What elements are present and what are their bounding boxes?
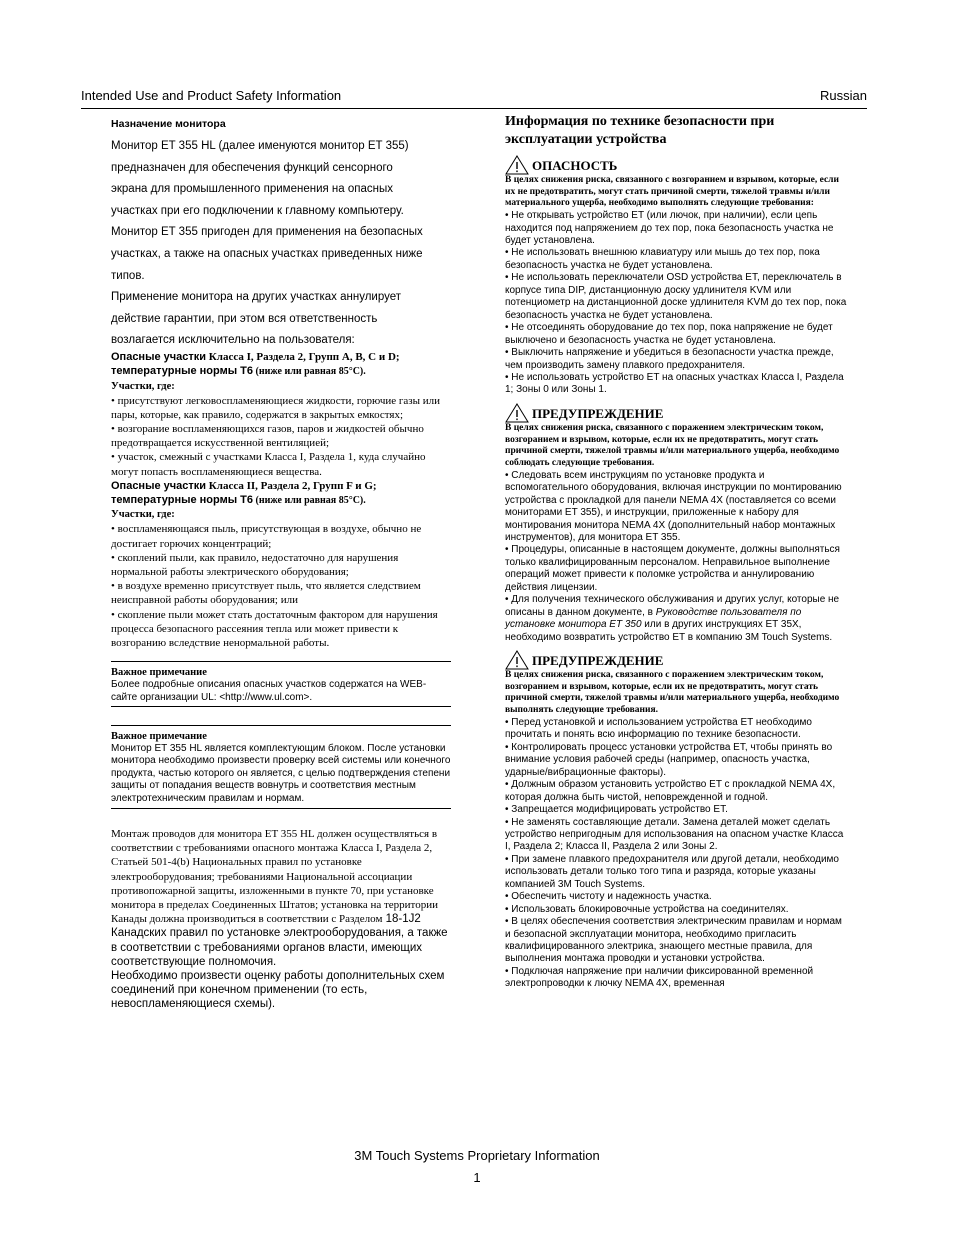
page-header bbox=[81, 88, 867, 108]
class-i-heading-rest: Класса I, Раздела 2, Групп A, B, C и D; bbox=[206, 350, 400, 363]
purpose-line: действие гарантии, при этом вся ответственность bbox=[111, 312, 378, 325]
purpose-line: экрана для промышленного применения на опасных bbox=[111, 183, 393, 196]
service-text: • Для получения технического обслуживания и других услуг, которые не описаны в данном документе, в bbox=[505, 594, 840, 618]
danger-item: • Не использовать внешнюю клавиатуру или мышь до тех пор, пока безопасность участка не будет установлена. bbox=[505, 247, 820, 271]
purpose-line: предназначен для обеспечения функций сенсорного bbox=[111, 161, 393, 174]
purpose-line: возлагается исключительно на пользователя: bbox=[111, 334, 355, 347]
danger-item: • Не использовать устройство ET на опасных участках Класса I, Раздела 1; Зоны 0 или Зоны 1. bbox=[505, 372, 844, 396]
class-ii-where: Участки, где: bbox=[111, 509, 175, 521]
warning-1-item: • Процедуры, описанные в настоящем документе, должны выполняться только квалифицированным персоналом. Неправильное выполнение операций может привести к поломке устройства и аннулированию действия лицензии. bbox=[505, 544, 840, 593]
warning-2-item: • Запрещается модифицировать устройство ET. bbox=[505, 804, 728, 816]
warning-heading-1 bbox=[505, 403, 850, 423]
warning-2-item: • Должным образом установить устройство ET с прокладкой NEMA 4X, которая должна быть чистой, неповрежденной и годной. bbox=[505, 779, 836, 803]
warning-2-item: • При замене плавкого предохранителя или другой детали, необходимо использовать детали только того типа и разряда, которые указаны компанией 3M Touch Systems. bbox=[505, 853, 839, 890]
class-i-item: • присутствуют легковоспламеняющиеся жидкости, горючие газы или пары, которые, как правило, содержатся в закрытых емкостях; bbox=[111, 394, 441, 421]
warning-2-item: • Использовать блокировочные устройства на соединителях. bbox=[505, 903, 789, 915]
class-ii-temp-bold: температурные нормы T6 bbox=[111, 494, 254, 507]
page-number: 1 bbox=[473, 1170, 481, 1185]
class-ii-heading bbox=[111, 479, 451, 509]
class-ii-heading-bold: Опасные участки bbox=[111, 479, 207, 492]
purpose-line: Монитор ET 355 пригоден для применения на безопасных bbox=[111, 226, 423, 239]
class-ii-item: • в воздухе временно присутствует пыль, что является следствием неисправной работы оборудования; или bbox=[111, 580, 421, 607]
warning-heading-2 bbox=[505, 650, 850, 670]
purpose-title: Назначение монитора bbox=[111, 118, 226, 130]
danger-intro: В целях снижения риска, связанного с возгоранием и взрывом, которые, если их не предотвратить, могут стать причиной смерти, тяжелой травмы и/или материального ущерба, необходимо выполнять следующие требования: bbox=[505, 175, 839, 209]
warning-2-item: • В целях обеспечения соответствия электрическим правилам и нормам и безопасной эксплуатации монитора, необходимо пригласить квалифицированного электрика, знающего местные правила, для выполнения монтажа проводки и установки устройства. bbox=[505, 916, 842, 965]
note-2-rule bbox=[111, 808, 451, 827]
warning-2-label: ПРЕДУПРЕЖДЕНИЕ bbox=[532, 653, 664, 669]
class-i-section bbox=[111, 350, 451, 479]
purpose-line: Монитор ET 355 HL (далее именуются монитор ET 355) bbox=[111, 140, 409, 152]
class-i-temp-rest: (ниже или равная 85°C). bbox=[253, 366, 366, 378]
class-i-item: • возгорание воспламеняющихся газов, паров и жидкостей обычно предотвращается искусственной вентиляцией; bbox=[111, 422, 424, 450]
note-box-2 bbox=[111, 725, 451, 808]
wiring-paragraph bbox=[111, 827, 451, 969]
warning-triangle-icon bbox=[505, 155, 529, 175]
wiring-text-serif: Монтаж проводов для монитора ET 355 HL должен осуществляться в соответствии с требованиями опасного монтажа Класса I, Раздела 2, Статьей 501-4(b) Национальных правил по установке электрооборудования; требованиями Национальной ассоциации противопожарной защиты, изложенными в пункте 70, при установке монитора в пределах Соединенных Штатов; установка на территории Канады должна производиться в соответствии с Разделом bbox=[111, 828, 438, 926]
warning-1-intro: В целях снижения риска, связанного с поражением электрическим током, возгоранием и взрывом, которые, если их не предотвратить, могут стать причиной смерти, тяжелой травмы и/или материального ущерба, необходимо соблюдать следующие требования. bbox=[505, 422, 840, 469]
note-2-title: Важное примечание bbox=[111, 730, 207, 742]
danger-item: • Не открывать устройство ET (или лючок, при наличии), если цепь находится под напряжением до тех пор, пока безопасность участка не будет установлена. bbox=[505, 210, 834, 247]
class-i-item: • участок, смежный с участками Класса I, Раздела 1, куда случайно могут попасть воспламеняющиеся вещества. bbox=[111, 451, 426, 478]
wiring-text-sans: 18-1J2 Канадских правил по установке электрооборудования, а также в соответствии с требованиями органов власти, имеющих соответствующие полномочия. bbox=[111, 913, 448, 968]
warning-1-label: ПРЕДУПРЕЖДЕНИЕ bbox=[532, 405, 664, 421]
purpose-line: Применение монитора на других участках аннулирует bbox=[111, 291, 402, 304]
warning-2-item: • Не заменять составляющие детали. Замена деталей может сделать устройство непригодным для использования на опасном участке Класса I, Раздела 2; Класса II, Раздела 2 или Зоны 2. bbox=[505, 816, 844, 853]
danger-item: • Не использовать переключатели OSD устройства ET, переключатель в корпусе типа DIP, дистанционную доску удлинителя KVM или потенциометр на дистанционной доске удлинителя KVM до тех пор, пока безопасность участка не будет установлена. bbox=[505, 272, 847, 321]
warning-2-intro: В целях снижения риска, связанного с поражением электрическим током, возгоранием и взрывом, которые, если их не предотвратить, могут стать причиной смерти, тяжелой травмы и/или материального ущерба, необходимо выполнять следующие требования. bbox=[505, 670, 840, 716]
circuit-paragraph: Необходимо произвести оценку работы дополнительных схем соединений при конечном применении (то есть, невоспламеняющиеся схемы). bbox=[111, 970, 445, 1011]
warning-triangle-icon bbox=[505, 403, 529, 423]
class-ii-temp-rest: (ниже или равная 85°C). bbox=[253, 495, 366, 507]
note-1-title: Важное примечание bbox=[111, 667, 207, 679]
warning-2-item: • Обеспечить чистоту и надежность участка. bbox=[505, 891, 712, 903]
left-column bbox=[111, 118, 451, 1012]
purpose-line: участках, а также на опасных участках приведенных ниже bbox=[111, 247, 423, 260]
class-ii-item: • скопление пыли может стать достаточным фактором для нарушения процесса безопасного рассеяния тепла или может привести к возгоранию вследствие ненормальной работы. bbox=[111, 608, 438, 649]
footer-text: 3M Touch Systems Proprietary Information bbox=[354, 1148, 600, 1163]
class-i-where: Участки, где: bbox=[111, 380, 175, 392]
note-1-rule bbox=[111, 706, 451, 725]
class-i-heading bbox=[111, 350, 451, 380]
purpose-text bbox=[111, 136, 451, 352]
class-ii-heading-rest: Класса II, Раздела 2, Групп F и G; bbox=[206, 479, 377, 492]
purpose-line: участках при его подключении к главному компьютеру. bbox=[111, 204, 404, 217]
service-manual-title: Руководстве пользователя по установке монитора ET 350 bbox=[505, 606, 802, 631]
warning-2-item: • Перед установкой и использованием устройства ET необходимо прочитать и понять всю информацию по технике безопасности. bbox=[505, 716, 812, 741]
warning-1-item-service bbox=[505, 594, 850, 644]
class-i-heading-bold: Опасные участки bbox=[111, 350, 207, 363]
class-ii-section bbox=[111, 479, 451, 650]
danger-item: • Не отсоединять оборудование до тех пор, пока напряжение не будет выключено и безопасность участка не будет установлена. bbox=[505, 322, 833, 346]
class-i-where-text: Участки, где bbox=[111, 380, 172, 392]
class-ii-item: • воспламеняющаяся пыль, присутствующая в воздухе, обычно не достигает горючих концентраций; bbox=[111, 523, 422, 550]
class-ii-where-text: Участки, где bbox=[111, 509, 172, 521]
note-2-text: Монитор ET 355 HL является комплектующим блоком. После установки монитора необходимо произвести проверку всей системы или конечного продукта, частью которого он является, с целью подтверждения степени защиты от попадания веществ вовнутрь и соответствия местным электротехническим правилам и нормам. bbox=[111, 742, 451, 804]
header-language: Russian bbox=[820, 88, 867, 103]
right-column bbox=[505, 113, 850, 991]
note-box-1 bbox=[111, 661, 451, 706]
danger-heading bbox=[505, 155, 850, 175]
service-text-end: или в других инструкциях ET 35X, необходимо возвратить устройство ET в компанию 3M Touch Systems. bbox=[505, 619, 833, 643]
note-1-text: Более подробные описания опасных участков содержатся на WEB-сайте организации UL: <http://www.ul.com>. bbox=[111, 679, 427, 703]
danger-item: • Выключить напряжение и убедиться в безопасности участка прежде, чем производить замену плавкого предохранителя. bbox=[505, 347, 834, 371]
warning-1-item: • Следовать всем инструкциям по установке продукта и вспомогательного оборудования, включая инструкции по монтированию устройства с прокладкой для панели NEMA 4X (поставляется со всеми мониторами ET 355), и инструкции, приложенные к набору для монтирования монитора NEMA 4X (дополнительный набор монтажных инструментов), для монитора ET 355. bbox=[505, 469, 842, 543]
header-rule bbox=[81, 108, 867, 109]
header-title: Intended Use and Product Safety Information bbox=[81, 88, 342, 103]
safety-title: Информация по технике безопасности при эксплуатации устройства bbox=[505, 114, 775, 147]
purpose-line: типов. bbox=[111, 269, 145, 282]
class-i-temp-bold: температурные нормы T6 bbox=[111, 365, 254, 378]
danger-label: ОПАСНОСТЬ bbox=[532, 158, 618, 173]
class-ii-item: • скоплений пыли, как правило, недостаточно для нарушения нормальной работы электрического оборудования; bbox=[111, 551, 399, 578]
warning-triangle-icon bbox=[505, 650, 529, 670]
warning-2-item: • Подключая напряжение при наличии фиксированной временной электропроводки к лючку NEMA 4X, временная bbox=[505, 965, 814, 990]
warning-2-item: • Контролировать процесс установки устройства ET, чтобы принять во внимание условия рабочей среды (например, опасность участка, ударные/вибрационные факторы). bbox=[505, 741, 833, 778]
